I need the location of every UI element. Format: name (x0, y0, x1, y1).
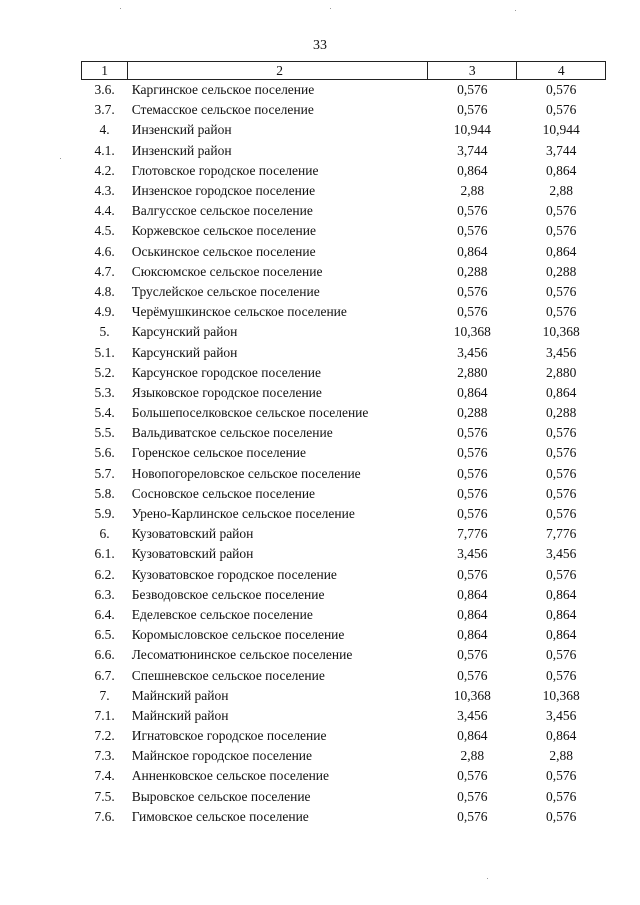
table-row (82, 242, 606, 262)
row-value-col4: 10,944 (542, 122, 580, 138)
row-value-col3: 0,576 (457, 82, 488, 98)
row-value-col3: 0,576 (457, 304, 488, 320)
row-value-col3: 0,576 (457, 788, 488, 804)
row-name: Майнский район (131, 687, 229, 703)
row-name: Коромысловское сельское поселение (131, 627, 345, 643)
row-value-col4: 0,864 (546, 627, 577, 643)
table-row (82, 645, 606, 665)
row-value-col3: 0,576 (457, 425, 488, 441)
row-name: Гимовское сельское поселение (131, 808, 309, 824)
row-value-col3: 10,944 (453, 122, 491, 138)
row-number: 7.2. (94, 728, 115, 744)
row-value-col4: 0,576 (546, 647, 577, 663)
row-value-col4: 0,576 (546, 82, 577, 98)
row-name: Валгусское сельское поселение (131, 203, 313, 219)
row-value-col4: 10,368 (542, 687, 580, 703)
row-value-col4: 0,576 (546, 667, 577, 683)
row-value-col3: 7,776 (457, 526, 488, 542)
table-row (82, 706, 606, 726)
table-header (82, 62, 606, 80)
row-number: 3.6. (94, 82, 115, 98)
row-name: Карсунский район (131, 324, 238, 340)
row-name: Черёмушкинское сельское поселение (131, 304, 347, 320)
row-value-col3: 10,368 (453, 687, 491, 703)
row-value-col4: 0,576 (546, 445, 577, 461)
table-row (82, 504, 606, 524)
table-row (82, 161, 606, 181)
table-row (82, 181, 606, 201)
row-value-col3: 0,576 (457, 667, 488, 683)
row-value-col4: 0,864 (546, 728, 577, 744)
row-number: 4.9. (94, 304, 115, 320)
table-row (82, 383, 606, 403)
row-value-col3: 0,576 (457, 566, 488, 582)
row-value-col4: 2,880 (546, 364, 577, 380)
table-row (82, 403, 606, 423)
row-number: 5.9. (94, 506, 115, 522)
table-row (82, 201, 606, 221)
row-name: Инзенский район (131, 122, 232, 138)
row-value-col3: 0,864 (457, 627, 488, 643)
scan-speck (515, 10, 516, 11)
row-value-col4: 3,744 (546, 142, 577, 158)
row-value-col4: 0,288 (546, 263, 577, 279)
table-row (82, 120, 606, 140)
table-row (82, 565, 606, 585)
row-value-col3: 2,880 (457, 364, 488, 380)
row-name: Карсунское городское поселение (131, 364, 321, 380)
row-value-col3: 3,456 (457, 707, 488, 723)
row-value-col4: 0,288 (546, 405, 577, 421)
row-name: Каргинское сельское поселение (131, 82, 315, 98)
row-number: 4. (99, 122, 110, 138)
row-number: 5.2. (94, 364, 115, 380)
table-row (82, 141, 606, 161)
row-value-col4: 0,576 (546, 102, 577, 118)
row-name: Майнское городское поселение (131, 748, 313, 764)
header-col-1: 1 (82, 62, 128, 80)
row-value-col4: 3,456 (546, 707, 577, 723)
table-row (82, 423, 606, 443)
row-value-col3: 0,576 (457, 506, 488, 522)
row-value-col4: 0,576 (546, 425, 577, 441)
row-value-col4: 0,576 (546, 223, 577, 239)
row-number: 4.7. (94, 263, 115, 279)
row-name: Майнский район (131, 707, 229, 723)
row-number: 6.7. (94, 667, 115, 683)
table-row (82, 363, 606, 383)
row-number: 4.8. (94, 283, 115, 299)
table-row (82, 544, 606, 564)
row-value-col3: 0,864 (457, 162, 488, 178)
row-value-col4: 0,864 (546, 243, 577, 259)
row-value-col4: 0,576 (546, 506, 577, 522)
row-number: 5.1. (94, 344, 115, 360)
table-row (82, 625, 606, 645)
row-value-col4: 3,456 (546, 546, 577, 562)
row-number: 7.1. (94, 707, 115, 723)
row-name: Горенское сельское поселение (131, 445, 307, 461)
row-name: Новопогореловское сельское поселение (131, 465, 361, 481)
row-value-col4: 0,576 (546, 788, 577, 804)
row-name: Кузоватовское городское поселение (131, 566, 337, 582)
table-row (82, 80, 606, 101)
table-row (82, 342, 606, 362)
row-value-col4: 0,576 (546, 768, 577, 784)
row-value-col3: 3,456 (457, 344, 488, 360)
row-number: 6.3. (94, 586, 115, 602)
row-number: 6.1. (94, 546, 115, 562)
table-body (82, 80, 606, 827)
row-value-col4: 0,864 (546, 162, 577, 178)
row-name: Лесоматюнинское сельское поселение (131, 647, 353, 663)
header-col-4: 4 (517, 62, 606, 80)
row-value-col4: 0,576 (546, 283, 577, 299)
table-row (82, 726, 606, 746)
row-value-col3: 0,576 (457, 768, 488, 784)
row-value-col4: 0,576 (546, 485, 577, 501)
row-number: 5.5. (94, 425, 115, 441)
row-value-col4: 10,368 (542, 324, 580, 340)
row-value-col4: 0,864 (546, 384, 577, 400)
table-row (82, 100, 606, 120)
row-number: 6. (99, 526, 110, 542)
row-name: Сосновское сельское поселение (131, 485, 316, 501)
table-row (82, 524, 606, 544)
row-name: Выровское сельское поселение (131, 788, 311, 804)
table-row (82, 665, 606, 685)
row-name: Анненковское сельское поселение (131, 768, 330, 784)
row-number: 4.1. (94, 142, 115, 158)
row-number: 4.3. (94, 183, 115, 199)
row-name: Оськинское сельское поселение (131, 243, 316, 259)
row-name: Кузоватовский район (131, 526, 254, 542)
row-value-col3: 0,576 (457, 102, 488, 118)
row-value-col4: 0,576 (546, 465, 577, 481)
row-name: Вальдиватское сельское поселение (131, 425, 333, 441)
row-value-col3: 0,864 (457, 606, 488, 622)
row-value-col3: 0,576 (457, 808, 488, 824)
row-name: Большепоселковское сельское поселение (131, 405, 369, 421)
row-number: 5.4. (94, 405, 115, 421)
row-name: Коржевское сельское поселение (131, 223, 316, 239)
row-value-col3: 3,456 (457, 546, 488, 562)
row-number: 5.3. (94, 384, 115, 400)
row-name: Безводовское сельское поселение (131, 586, 325, 602)
header-col-2: 2 (128, 62, 428, 80)
table-row (82, 807, 606, 827)
row-name: Кузоватовский район (131, 546, 254, 562)
table-row (82, 484, 606, 504)
row-value-col4: 0,864 (546, 606, 577, 622)
row-number: 7. (99, 687, 110, 703)
row-number: 3.7. (94, 102, 115, 118)
row-name: Стемасское сельское поселение (131, 102, 314, 118)
row-value-col4: 0,576 (546, 203, 577, 219)
row-number: 5.6. (94, 445, 115, 461)
row-number: 4.6. (94, 243, 115, 259)
row-value-col3: 0,576 (457, 465, 488, 481)
row-name: Игнатовское городское поселение (131, 728, 327, 744)
table-row (82, 302, 606, 322)
table-row (82, 766, 606, 786)
row-value-col4: 3,456 (546, 344, 577, 360)
row-value-col3: 0,576 (457, 445, 488, 461)
scan-speck (330, 8, 331, 9)
row-name: Спешневское сельское поселение (131, 667, 325, 683)
row-number: 6.4. (94, 606, 115, 622)
row-name: Урено-Карлинское сельское поселение (131, 506, 355, 522)
table-row (82, 282, 606, 302)
table-row (82, 322, 606, 342)
row-value-col3: 0,576 (457, 485, 488, 501)
row-value-col4: 0,576 (546, 304, 577, 320)
row-number: 5. (99, 324, 110, 340)
row-value-col4: 7,776 (546, 526, 577, 542)
row-value-col3: 0,288 (457, 405, 488, 421)
row-name: Сюксюмское сельское поселение (131, 263, 323, 279)
table-row (82, 746, 606, 766)
row-value-col4: 0,576 (546, 808, 577, 824)
scan-speck (60, 158, 61, 159)
page-number: 33 (313, 38, 327, 53)
row-number: 4.2. (94, 162, 115, 178)
row-number: 7.6. (94, 808, 115, 824)
scan-speck (120, 8, 121, 9)
scan-speck (487, 878, 488, 879)
row-value-col3: 2,88 (460, 183, 485, 199)
header-col-3: 3 (428, 62, 517, 80)
table-row (82, 221, 606, 241)
row-value-col4: 0,576 (546, 566, 577, 582)
row-value-col4: 2,88 (549, 748, 574, 764)
row-value-col3: 10,368 (453, 324, 491, 340)
row-number: 6.2. (94, 566, 115, 582)
table-row (82, 262, 606, 282)
row-name: Глотовское городское поселение (131, 162, 319, 178)
row-name: Труслейское сельское поселение (131, 283, 320, 299)
row-value-col3: 0,576 (457, 223, 488, 239)
row-name: Инзенское городское поселение (131, 183, 316, 199)
row-value-col3: 0,864 (457, 586, 488, 602)
row-value-col3: 0,864 (457, 243, 488, 259)
row-number: 5.7. (94, 465, 115, 481)
table-row (82, 787, 606, 807)
row-name: Языковское городское поселение (131, 384, 322, 400)
row-value-col3: 0,864 (457, 384, 488, 400)
row-number: 6.6. (94, 647, 115, 663)
row-number: 4.4. (94, 203, 115, 219)
row-number: 7.5. (94, 788, 115, 804)
row-number: 5.8. (94, 485, 115, 501)
row-value-col4: 0,864 (546, 586, 577, 602)
table-row (82, 443, 606, 463)
row-value-col3: 0,576 (457, 647, 488, 663)
row-value-col3: 0,864 (457, 728, 488, 744)
data-table (81, 61, 606, 827)
table-row (82, 585, 606, 605)
row-number: 6.5. (94, 627, 115, 643)
row-value-col3: 0,576 (457, 283, 488, 299)
row-value-col3: 2,88 (460, 748, 485, 764)
row-number: 7.3. (94, 748, 115, 764)
row-value-col3: 3,744 (457, 142, 488, 158)
row-number: 4.5. (94, 223, 115, 239)
table-row (82, 464, 606, 484)
table-row (82, 605, 606, 625)
row-name: Еделевское сельское поселение (131, 606, 313, 622)
table-row (82, 686, 606, 706)
row-value-col4: 2,88 (549, 183, 574, 199)
row-name: Инзенский район (131, 142, 232, 158)
row-name: Карсунский район (131, 344, 238, 360)
row-value-col3: 0,288 (457, 263, 488, 279)
row-number: 7.4. (94, 768, 115, 784)
header-row (82, 62, 606, 80)
row-value-col3: 0,576 (457, 203, 488, 219)
